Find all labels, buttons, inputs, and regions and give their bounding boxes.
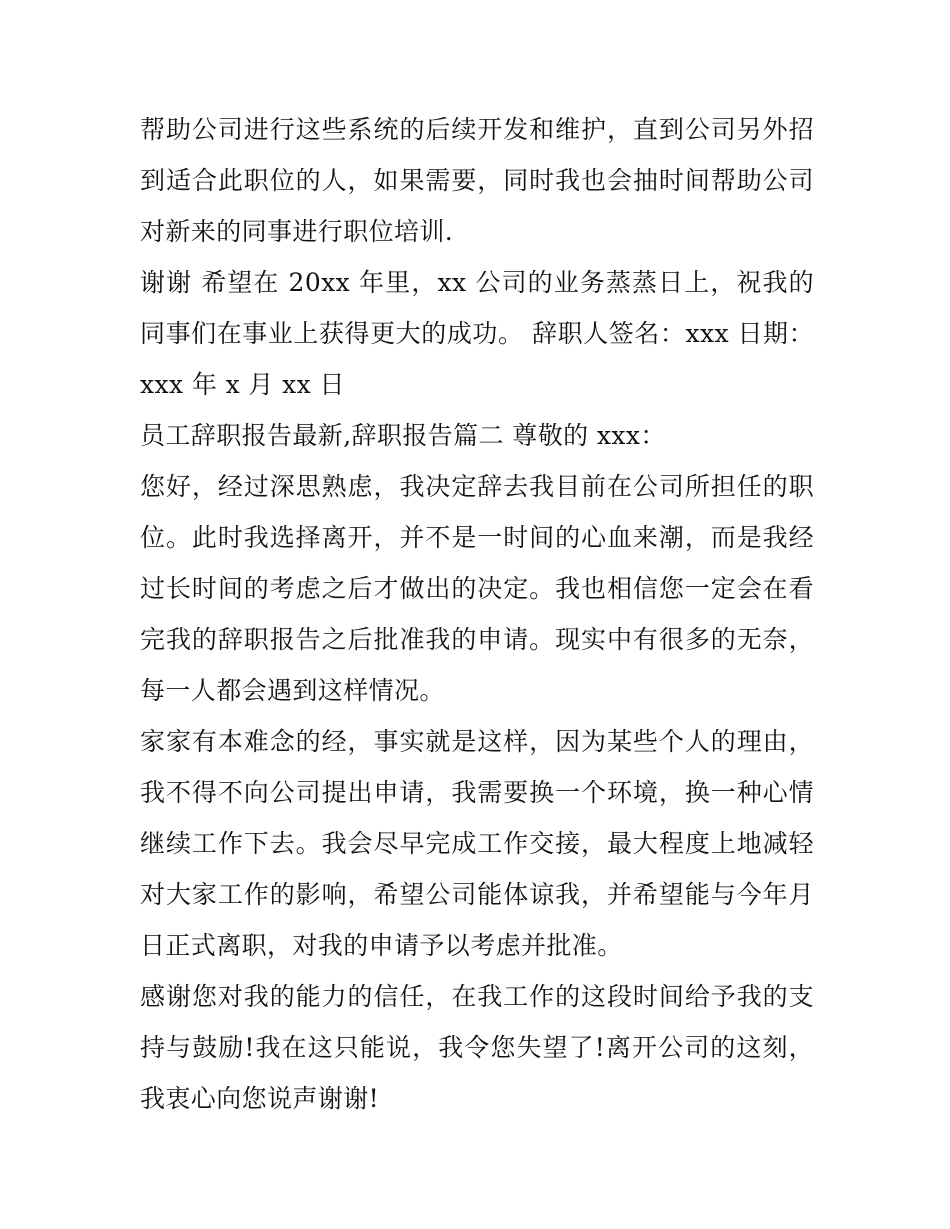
paragraph-heading: 员工辞职报告最新,辞职报告篇二 尊敬的 xxx： xyxy=(140,421,666,450)
paragraph-thanks: 感谢您对我的能力的信任，在我工作的这段时间给予我的支持与鼓励!我在这只能说，我令您失望了!离开公司的这刻，我衷心向您说声谢谢! xyxy=(140,982,814,1113)
paragraph-handover: 帮助公司进行这些系统的后续开发和维护，直到公司另外招到适合此职位的人，如果需要，同时我也会抽时间帮助公司对新来的同事进行职位培训. xyxy=(140,115,814,246)
paragraph-greeting: 您好，经过深思熟虑，我决定辞去我目前在公司所担任的职位。此时我选择离开，并不是一时间的心血来潮，而是我经过长时间的考虑之后才做出的决定。我也相信您一定会在看完我的辞职报告之后批准我的申请。现实中有很多的无奈，每一人都会遇到这样情况。 xyxy=(140,472,814,705)
document-body xyxy=(140,104,814,1124)
paragraph-reason: 家家有本难念的经，事实就是这样，因为某些个人的理由，我不得不向公司提出申请，我需要换一个环境，换一种心情继续工作下去。我会尽早完成工作交接，最大程度上地减轻对大家工作的影响，希望公司能体谅我，并希望能与今年月日正式离职，对我的申请予以考虑并批准。 xyxy=(140,727,814,960)
paragraph-signature: 谢谢 希望在 20xx 年里，xx 公司的业务蒸蒸日上，祝我的同事们在事业上获得更大的成功。 辞职人签名：xxx 日期： xxx 年 x 月 xx 日 xyxy=(140,268,814,399)
